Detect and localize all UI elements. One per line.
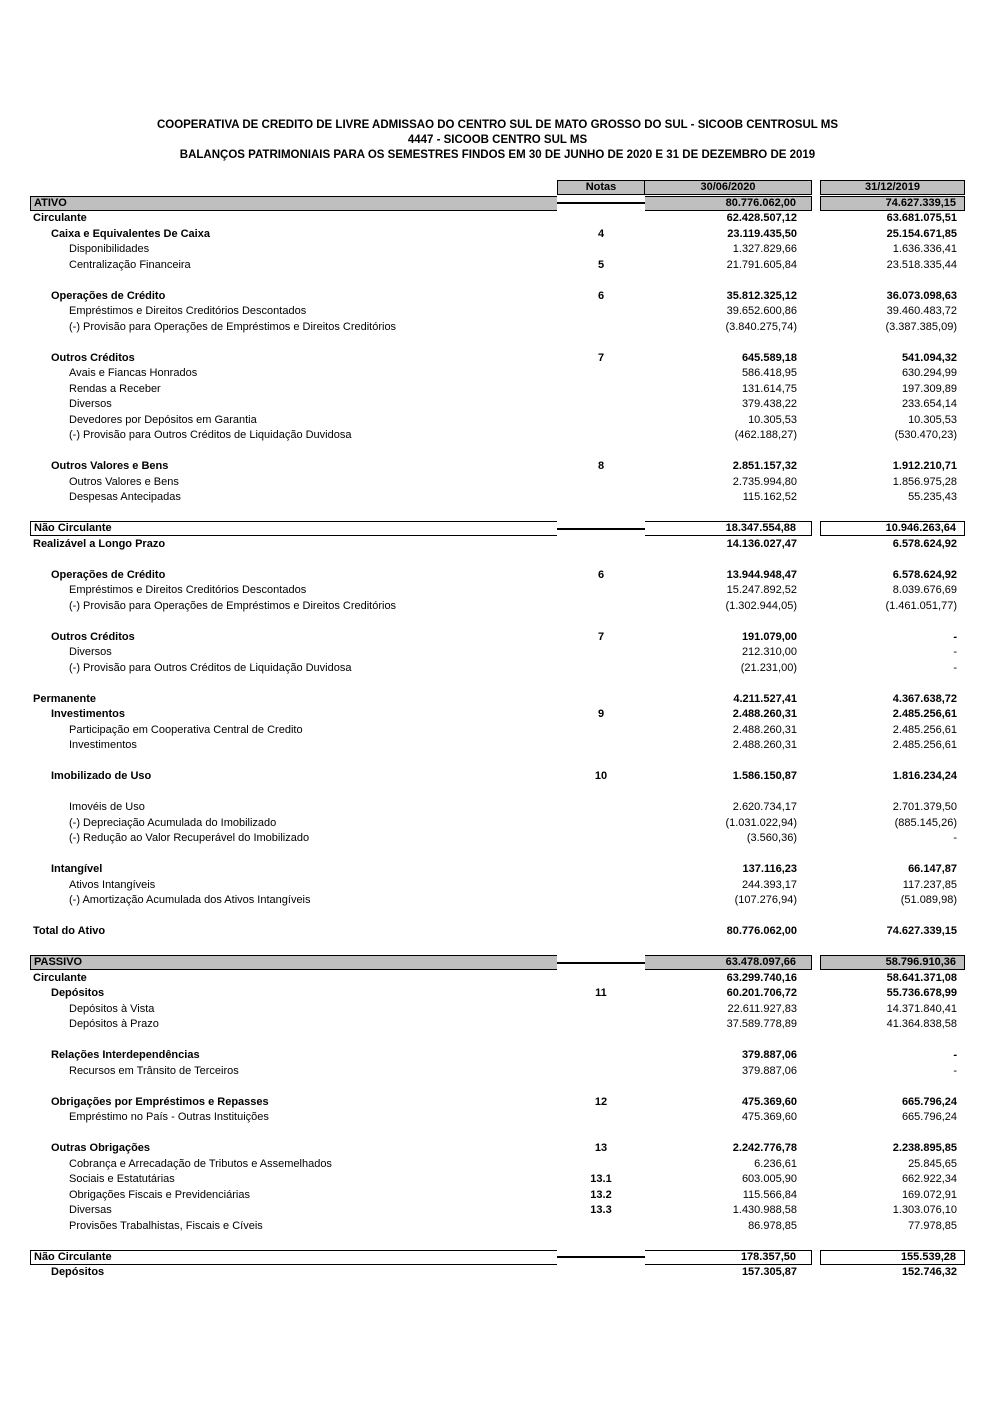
table-row	[30, 924, 965, 940]
row-value-2020: 115.162,52	[742, 491, 797, 504]
table-row	[30, 382, 965, 398]
row-label: Rendas a Receber	[69, 382, 161, 395]
table-row	[30, 862, 965, 878]
row-value-2019: 1.912.210,71	[892, 460, 957, 473]
table-row	[30, 707, 965, 723]
row-value-2020: 1.327.829,66	[732, 243, 797, 256]
row-value-2020: 60.201.706,72	[726, 987, 797, 1000]
row-nota: 13	[594, 1142, 608, 1155]
table-row	[30, 645, 965, 661]
row-value-2020: 131.614,75	[741, 382, 797, 395]
row-label: Cobrança e Arrecadação de Tributos e Assemelhados	[69, 1157, 332, 1170]
title-line-2: 4447 - SICOOB CENTRO SUL MS	[407, 134, 588, 146]
row-nota: 13.2	[590, 1188, 612, 1201]
table-row	[30, 1172, 965, 1188]
row-label: (-) Provisão para Operações de Empréstimos e Direitos Creditórios	[69, 599, 397, 612]
row-label: Não Circulante	[30, 1250, 557, 1265]
row-value-2020: 137.116,23	[742, 863, 797, 876]
row-label: Empréstimo no País - Outras Instituições	[69, 1111, 269, 1124]
row-value-2020: 115.566,84	[742, 1188, 797, 1201]
row-value-2020: 2.488.260,31	[732, 739, 797, 752]
row-value-2019: 77.978,85	[908, 1219, 957, 1232]
row-value-2019: 39.460.483,72	[886, 305, 957, 318]
spacer-row	[30, 506, 965, 522]
row-value-2019: -	[953, 1064, 957, 1077]
row-label: (-) Amortização Acumulada dos Ativos Intangíveis	[69, 894, 311, 907]
table-row	[30, 630, 965, 646]
table-row	[30, 1157, 965, 1173]
row-value-2019: 10.305,53	[908, 413, 957, 426]
document-title-block	[30, 118, 965, 163]
table-row	[30, 893, 965, 909]
row-label: Empréstimos e Direitos Creditórios Descontados	[69, 584, 307, 597]
row-value-2019: 233.654,14	[901, 398, 957, 411]
row-nota	[557, 202, 645, 204]
table-row	[30, 521, 965, 537]
row-value-2019: 8.039.676,69	[892, 584, 957, 597]
row-value-2019: 1.816.234,24	[892, 770, 957, 783]
row-value-2020: 21.791.605,84	[726, 258, 797, 271]
row-value-2020: 80.776.062,00	[726, 925, 797, 938]
row-value-2019: 169.072,91	[901, 1188, 957, 1201]
table-row	[30, 878, 965, 894]
row-value-2019: 665.796,24	[901, 1111, 957, 1124]
table-row	[30, 537, 965, 553]
spacer-row	[30, 1033, 965, 1049]
row-value-2020: 22.611.927,83	[727, 1002, 797, 1015]
row-value-2020: 157.305,87	[741, 1266, 797, 1279]
row-value-2020: 14.136.027,47	[726, 537, 797, 550]
table-row	[30, 692, 965, 708]
table-row	[30, 738, 965, 754]
row-label: Permanente	[33, 692, 96, 705]
row-label: Investimentos	[51, 708, 125, 721]
row-value-2019: 4.367.638,72	[892, 692, 957, 705]
row-value-2019: 58.641.371,08	[886, 971, 957, 984]
spacer-row	[30, 335, 965, 351]
row-value-2019: 55.736.678,99	[886, 987, 957, 1000]
row-value-2020: 191.079,00	[741, 630, 797, 643]
row-value-2020: 62.428.507,12	[726, 212, 797, 225]
row-value-2020: 379.887,06	[741, 1049, 797, 1062]
row-label: Imobilizado de Uso	[51, 770, 152, 783]
row-value-2020: 212.310,00	[741, 646, 797, 659]
table-row	[30, 351, 965, 367]
spacer-row	[30, 1126, 965, 1142]
row-label: Diversas	[69, 1204, 112, 1217]
row-value-2020: 15.247.892,52	[726, 584, 797, 597]
row-label: (-) Provisão para Outros Créditos de Liquidação Duvidosa	[69, 429, 352, 442]
row-value-2020: 244.393,17	[741, 878, 797, 891]
row-value-2019: 66.147,87	[908, 863, 957, 876]
row-nota: 6	[597, 289, 605, 302]
row-nota: 6	[597, 568, 605, 581]
row-value-2019: 55.235,43	[908, 491, 957, 504]
row-value-2020: 80.776.062,00	[645, 196, 812, 211]
row-nota	[557, 528, 645, 530]
row-value-2019: (51.089,98)	[900, 894, 957, 907]
table-row	[30, 1110, 965, 1126]
row-nota: 7	[597, 351, 605, 364]
spacer-row	[30, 614, 965, 630]
row-value-2019: 2.485.256,61	[892, 708, 957, 721]
row-value-2019: 2.485.256,61	[892, 739, 957, 752]
row-value-2019: 665.796,24	[901, 1095, 957, 1108]
table-row	[30, 428, 965, 444]
table-row	[30, 1095, 965, 1111]
row-value-2020: 603.005,90	[741, 1173, 797, 1186]
row-value-2019: 630.294,99	[901, 367, 957, 380]
row-value-2019: 2.701.379,50	[892, 801, 957, 814]
row-value-2020: 4.211.527,41	[733, 692, 797, 705]
row-label: PASSIVO	[30, 955, 557, 970]
row-value-2019: 1.303.076,10	[892, 1204, 957, 1217]
row-label: Investimentos	[69, 739, 137, 752]
row-value-2020: 13.944.948,47	[726, 568, 797, 581]
table-row	[30, 955, 965, 971]
row-value-2020: 35.812.325,12	[726, 289, 797, 302]
row-value-2020: 475.369,60	[741, 1095, 797, 1108]
row-label: Depósitos à Vista	[69, 1002, 155, 1015]
row-label: Outros Créditos	[51, 351, 135, 364]
row-value-2019: 58.796.910,36	[820, 955, 965, 970]
row-label: (-) Depreciação Acumulada do Imobilizado	[69, 816, 277, 829]
row-value-2020: 1.586.150,87	[732, 770, 797, 783]
spacer-row	[30, 444, 965, 460]
row-value-2020: 2.735.994,80	[732, 475, 797, 488]
table-row	[30, 1203, 965, 1219]
table-row	[30, 1265, 965, 1281]
row-label: Operações de Crédito	[51, 289, 166, 302]
row-value-2019: 2.238.895,85	[892, 1142, 957, 1155]
row-value-2020: 178.357,50	[645, 1250, 812, 1265]
table-row	[30, 816, 965, 832]
table-row	[30, 599, 965, 615]
row-label: Total do Ativo	[33, 925, 106, 938]
row-value-2019: 25.154.671,85	[886, 227, 957, 240]
row-value-2019: -	[953, 1049, 957, 1062]
spacer-row	[30, 1079, 965, 1095]
table-row	[30, 459, 965, 475]
row-value-2019: 23.518.335,44	[886, 258, 957, 271]
row-label: Obrigações por Empréstimos e Repasses	[51, 1095, 269, 1108]
spacer-row	[30, 676, 965, 692]
row-value-2020: 86.978,85	[748, 1219, 797, 1232]
row-value-2020: 6.236,61	[754, 1157, 797, 1170]
row-value-2020: 10.305,53	[748, 413, 797, 426]
row-value-2020: 586.418,95	[741, 367, 797, 380]
table-row	[30, 831, 965, 847]
row-value-2019: 6.578.624,92	[892, 537, 957, 550]
table-row	[30, 723, 965, 739]
row-value-2019: (885.145,26)	[894, 816, 957, 829]
table-row	[30, 1141, 965, 1157]
row-value-2019: (1.461.051,77)	[885, 599, 957, 612]
row-label: (-) Provisão para Outros Créditos de Liquidação Duvidosa	[69, 661, 352, 674]
row-value-2020: 379.438,22	[741, 398, 797, 411]
row-label: Diversos	[69, 646, 112, 659]
table-row	[30, 211, 965, 227]
title-line-3: BALANÇOS PATRIMONIAIS PARA OS SEMESTRES FINDOS EM 30 DE JUNHO DE 2020 E 31 DE DEZEMBRO DE 2019	[179, 149, 816, 161]
table-row	[30, 242, 965, 258]
spacer-row	[30, 909, 965, 925]
spacer-row	[30, 273, 965, 289]
row-nota: 10	[594, 770, 608, 783]
row-label: (-) Provisão para Operações de Empréstimos e Direitos Creditórios	[69, 320, 397, 333]
row-value-2020: 2.488.260,31	[732, 723, 797, 736]
header-col-notas: Notas	[557, 180, 645, 195]
row-value-2019: 155.539,28	[820, 1250, 965, 1265]
table-row	[30, 661, 965, 677]
row-label: Outras Obrigações	[51, 1142, 151, 1155]
row-value-2019: -	[953, 646, 957, 659]
row-label: Caixa e Equivalentes De Caixa	[51, 227, 210, 240]
row-label: Outros Créditos	[51, 630, 135, 643]
row-value-2019: -	[953, 630, 957, 643]
row-value-2019: 662.922,34	[901, 1173, 957, 1186]
row-value-2019: 152.746,32	[901, 1266, 957, 1279]
row-value-2019: 1.636.336,41	[892, 243, 957, 256]
spacer-row	[30, 552, 965, 568]
row-nota	[557, 962, 645, 964]
row-value-2019: -	[953, 661, 957, 674]
row-label: Ativos Intangíveis	[69, 878, 156, 891]
row-value-2020: (107.276,94)	[734, 894, 797, 907]
row-label: Empréstimos e Direitos Creditórios Descontados	[69, 305, 307, 318]
row-label: Despesas Antecipadas	[69, 491, 181, 504]
table-row	[30, 568, 965, 584]
row-value-2020: 2.620.734,17	[732, 801, 797, 814]
row-label: ATIVO	[30, 196, 557, 211]
row-label: Operações de Crédito	[51, 568, 166, 581]
table-row	[30, 1002, 965, 1018]
table-row	[30, 971, 965, 987]
row-value-2020: 2.851.157,32	[732, 460, 797, 473]
row-nota: 8	[597, 460, 605, 473]
row-nota: 5	[597, 258, 605, 271]
row-value-2020: (3.840.275,74)	[725, 320, 797, 333]
row-value-2019: 36.073.098,63	[886, 289, 957, 302]
row-value-2020: 645.589,18	[741, 351, 797, 364]
row-value-2020: 2.488.260,31	[732, 708, 797, 721]
title-line-1: COOPERATIVA DE CREDITO DE LIVRE ADMISSAO DO CENTRO SUL DE MATO GROSSO DO SUL - SICOOB CENTROSUL MS	[156, 119, 839, 131]
row-value-2020: 37.589.778,89	[726, 1018, 797, 1031]
row-nota: 13.3	[590, 1204, 612, 1217]
row-label: Outros Valores e Bens	[51, 460, 169, 473]
row-value-2019: 25.845,65	[908, 1157, 957, 1170]
table-row	[30, 1048, 965, 1064]
row-nota: 13.1	[590, 1173, 612, 1186]
table-row	[30, 289, 965, 305]
table-row	[30, 227, 965, 243]
row-value-2019: 197.309,89	[901, 382, 957, 395]
spacer-row	[30, 1234, 965, 1250]
table-row	[30, 583, 965, 599]
row-label: Circulante	[33, 212, 87, 225]
row-value-2020: (3.560,36)	[746, 832, 797, 845]
header-col-2019: 31/12/2019	[820, 180, 965, 195]
row-value-2020: (1.302.944,05)	[725, 599, 797, 612]
row-value-2019: -	[953, 832, 957, 845]
header-col-2020: 30/06/2020	[645, 180, 812, 195]
row-value-2020: 1.430.988,58	[732, 1204, 797, 1217]
spacer-row	[30, 940, 965, 956]
row-value-2020: 63.299.740,16	[726, 971, 797, 984]
row-nota: 4	[597, 227, 605, 240]
row-label: Avais e Fiancas Honrados	[69, 367, 198, 380]
spacer-row	[30, 754, 965, 770]
row-value-2019: 6.578.624,92	[892, 568, 957, 581]
row-label: Participação em Cooperativa Central de Credito	[69, 723, 303, 736]
row-value-2020: 379.887,06	[741, 1064, 797, 1077]
row-label: Recursos em Trânsito de Terceiros	[69, 1064, 239, 1077]
table-row	[30, 1219, 965, 1235]
table-header-row	[30, 180, 965, 196]
row-value-2020: (21.231,00)	[740, 661, 797, 674]
table-row	[30, 800, 965, 816]
row-nota: 12	[594, 1095, 608, 1108]
row-value-2019: 74.627.339,15	[886, 925, 957, 938]
row-value-2020: 475.369,60	[741, 1111, 797, 1124]
row-label: Centralização Financeira	[69, 258, 191, 271]
row-label: Realizável a Longo Prazo	[33, 537, 166, 550]
row-value-2019: 117.237,85	[902, 878, 957, 891]
table-row	[30, 320, 965, 336]
table-row	[30, 1250, 965, 1266]
row-nota: 11	[595, 987, 607, 1000]
row-value-2020: (462.188,27)	[734, 429, 797, 442]
row-label: (-) Redução ao Valor Recuperável do Imobilizado	[69, 832, 310, 845]
row-value-2019: 10.946.263,64	[820, 521, 965, 536]
table-row	[30, 1188, 965, 1204]
row-value-2019: (530.470,23)	[894, 429, 957, 442]
table-row	[30, 196, 965, 212]
row-value-2019: 14.371.840,41	[886, 1002, 957, 1015]
table-row	[30, 490, 965, 506]
row-value-2020: 18.347.554,88	[645, 521, 812, 536]
row-label: Outros Valores e Bens	[69, 475, 179, 488]
spacer-row	[30, 847, 965, 863]
row-nota	[557, 1256, 645, 1258]
row-value-2019: 1.856.975,28	[892, 475, 957, 488]
row-label: Devedores por Depósitos em Garantia	[69, 413, 257, 426]
row-label: Relações Interdependências	[51, 1049, 200, 1062]
table-row	[30, 986, 965, 1002]
balance-sheet-table	[30, 180, 965, 1281]
table-row	[30, 1017, 965, 1033]
table-row	[30, 397, 965, 413]
table-body	[30, 196, 965, 1281]
row-value-2020: 39.652.600,86	[726, 305, 797, 318]
table-row	[30, 258, 965, 274]
row-label: Sociais e Estatutárias	[69, 1173, 175, 1186]
row-value-2019: 541.094,32	[901, 351, 957, 364]
row-value-2020: 63.478.097,66	[645, 955, 812, 970]
row-value-2020: 2.242.776,78	[732, 1142, 797, 1155]
row-value-2020: (1.031.022,94)	[725, 816, 797, 829]
row-value-2020: 23.119.435,50	[727, 227, 797, 240]
row-label: Circulante	[33, 971, 87, 984]
row-value-2019: (3.387.385,09)	[885, 320, 957, 333]
row-value-2019: 2.485.256,61	[892, 723, 957, 736]
row-nota: 7	[597, 630, 605, 643]
row-label: Obrigações Fiscais e Previdenciárias	[69, 1188, 250, 1201]
row-label: Depósitos à Prazo	[69, 1018, 159, 1031]
spacer-row	[30, 785, 965, 801]
row-label: Imovéis de Uso	[69, 801, 145, 814]
row-value-2019: 74.627.339,15	[820, 196, 965, 211]
row-value-2019: 63.681.075,51	[886, 212, 957, 225]
row-label: Não Circulante	[30, 521, 557, 536]
row-label: Diversos	[69, 398, 112, 411]
table-row	[30, 1064, 965, 1080]
row-label: Depósitos	[51, 1266, 105, 1279]
table-row	[30, 304, 965, 320]
row-label: Intangível	[51, 863, 103, 876]
row-nota: 9	[597, 708, 605, 721]
row-value-2019: 41.364.838,58	[886, 1018, 957, 1031]
table-row	[30, 413, 965, 429]
table-row	[30, 366, 965, 382]
table-row	[30, 475, 965, 491]
row-label: Provisões Trabalhistas, Fiscais e Cíveis	[69, 1219, 263, 1232]
row-label: Disponibilidades	[69, 243, 150, 256]
table-row	[30, 769, 965, 785]
row-label: Depósitos	[51, 987, 105, 1000]
